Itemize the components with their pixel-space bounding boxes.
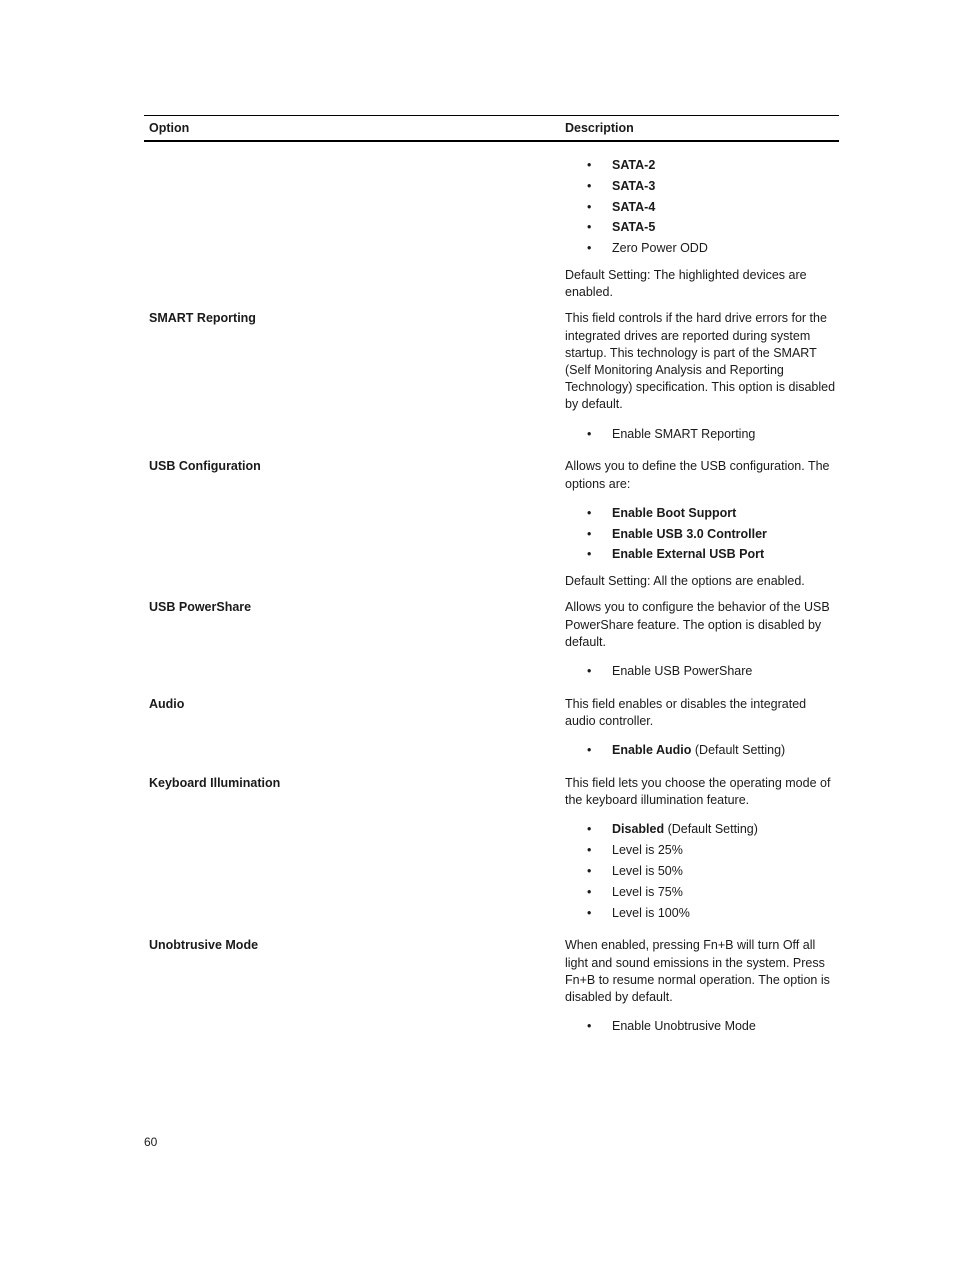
row-description <box>565 458 837 590</box>
list-item: • Level is 25% <box>565 840 837 861</box>
list-item: • SATA-2 <box>565 155 837 176</box>
option-list <box>565 1016 837 1037</box>
option-name: Audio <box>149 696 185 711</box>
list-item: • Enable Boot Support <box>565 503 837 524</box>
list-item: • Enable External USB Port <box>565 544 837 565</box>
header-description: Description <box>565 121 634 135</box>
page-number: 60 <box>144 1135 158 1149</box>
table-row <box>144 310 839 444</box>
row-description <box>565 599 837 681</box>
list-item: • Level is 100% <box>565 903 837 924</box>
list-item: • SATA-4 <box>565 197 837 218</box>
table-header <box>144 115 839 142</box>
default-setting-note: Default Setting: All the options are enabled. <box>565 574 805 589</box>
list-item: • Disabled (Default Setting) <box>565 819 837 840</box>
header-option: Option <box>149 121 190 135</box>
option-list <box>565 740 837 761</box>
table-row <box>144 937 839 1037</box>
description-text: This field enables or disables the integrated audio controller. <box>565 696 807 729</box>
option-name: Keyboard Illumination <box>149 776 281 791</box>
option-name: SMART Reporting <box>149 311 256 326</box>
row-description <box>565 310 837 444</box>
description-text: When enabled, pressing Fn+B will turn Off all light and sound emissions in the system. Press Fn+B to resume normal operation. The option is disabled by default. <box>565 938 830 1005</box>
row-description <box>565 775 837 923</box>
options-table <box>144 115 839 1037</box>
description-text: Allows you to configure the behavior of the USB PowerShare feature. The option is disabled by default. <box>565 600 830 649</box>
list-item: • Enable USB PowerShare <box>565 661 837 682</box>
row-description <box>565 155 837 301</box>
list-item: • SATA-5 <box>565 217 837 238</box>
description-text: This field controls if the hard drive errors for the integrated drives are reported during system startup. This technology is part of the SMART (Self Monitoring Analysis and Reporting Technology) specification. This option is disabled by default. <box>565 311 836 412</box>
description-text: Allows you to define the USB configuration. The options are: <box>565 459 830 491</box>
option-name: USB Configuration <box>149 459 261 474</box>
list-item: • Level is 50% <box>565 861 837 882</box>
list-item: • Enable Audio (Default Setting) <box>565 740 837 761</box>
list-item: • Enable Unobtrusive Mode <box>565 1016 837 1037</box>
list-item: • SATA-3 <box>565 176 837 197</box>
default-setting-note: Default Setting: The highlighted devices are enabled. <box>565 267 807 300</box>
option-name: Unobtrusive Mode <box>149 938 259 953</box>
option-list <box>565 503 837 565</box>
description-text: This field lets you choose the operating mode of the keyboard illumination feature. <box>565 776 831 808</box>
option-list <box>565 155 837 259</box>
list-item: • Enable SMART Reporting <box>565 424 837 445</box>
option-name: USB PowerShare <box>149 600 252 615</box>
list-item: • Zero Power ODD <box>565 238 837 259</box>
table-row <box>144 599 839 681</box>
table-row <box>144 775 839 923</box>
list-item: • Level is 75% <box>565 882 837 903</box>
option-list <box>565 424 837 445</box>
row-description <box>565 937 837 1037</box>
table-row <box>144 155 839 301</box>
table-row <box>144 458 839 590</box>
list-item: • Enable USB 3.0 Controller <box>565 524 837 545</box>
option-list <box>565 819 837 923</box>
table-row <box>144 696 839 761</box>
row-description <box>565 696 837 761</box>
option-list <box>565 661 837 682</box>
